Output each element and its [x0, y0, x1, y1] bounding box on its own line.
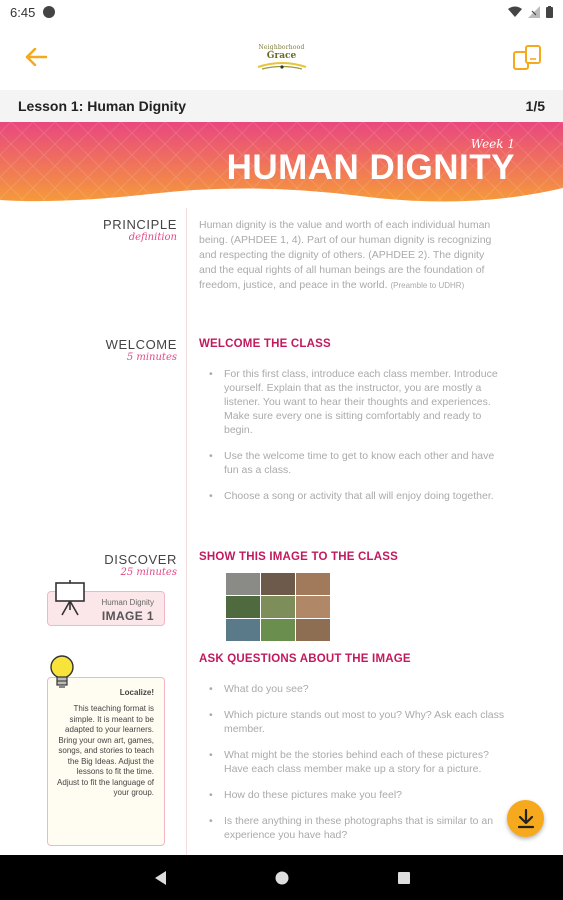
discover-sublabel: 25 minutes — [120, 567, 177, 578]
list-item: • What do you see? — [209, 682, 509, 696]
ask-questions-heading: ASK QUESTIONS ABOUT THE IMAGE — [199, 653, 411, 665]
lesson-header — [0, 90, 563, 122]
logo-line2: Grace — [266, 50, 297, 61]
system-navigation-bar — [0, 855, 563, 900]
app-bar — [0, 24, 563, 90]
nav-back-icon — [153, 870, 167, 886]
mosaic-photo — [261, 619, 295, 641]
list-item: • What might be the stories behind each of these pictures? Have each class member make up a story for a picture. — [209, 748, 509, 776]
welcome-sublabel: 5 minutes — [126, 352, 177, 363]
status-time: 6:45 — [10, 4, 36, 20]
principle-text: Human dignity is the value and worth of each individual human being. (APHDEE 1, 4). Part of our human dignity is recognizing and respecting the dignity of others. (APHDEE 2). The dignity and the equal rights of all human beings are the foundation of freedom, justice, and peace in the world. — [199, 219, 492, 291]
show-image-heading: SHOW THIS IMAGE TO THE CLASS — [199, 551, 398, 563]
list-item: • Choose a song or activity that all will enjoy doing together. — [209, 489, 509, 503]
principle-definition — [199, 218, 499, 293]
light-bulb-icon — [48, 654, 76, 692]
nav-recents-button[interactable] — [393, 867, 415, 889]
list-item: • Use the welcome time to get to know each other and have fun as a class. — [209, 449, 509, 477]
principle-ref: (Preamble to UDHR) — [390, 281, 465, 290]
welcome-label-block — [106, 337, 177, 363]
image-card-line2: IMAGE 1 — [101, 609, 154, 623]
mosaic-photo — [261, 573, 295, 595]
welcome-heading: WELCOME THE CLASS — [199, 338, 331, 350]
screen-rotation-icon — [512, 43, 542, 71]
nav-recents-icon — [397, 871, 411, 885]
list-item: • Is there anything in these photographs that is similar to an experience you have had? — [209, 814, 509, 842]
question-bullets — [209, 682, 509, 842]
welcome-bullets — [209, 367, 509, 503]
app-logo — [256, 44, 308, 71]
image-card-line1: Human Dignity — [101, 598, 154, 607]
banner-week: Week 1 — [470, 137, 515, 151]
list-item: • For this first class, introduce each class member. Introduce yourself. Explain that as the instructor, you are mostly a listener. You want to hear their thoughts and experiences. Make sure every one is sitting comfortably and ready to begin. — [209, 367, 509, 437]
rotate-screen-button[interactable] — [507, 37, 547, 77]
week-banner — [0, 122, 563, 208]
localize-title: Localize! — [119, 688, 154, 697]
status-bar — [0, 0, 563, 24]
mosaic-photo — [226, 619, 260, 641]
nav-home-icon — [275, 871, 289, 885]
arrow-back-icon — [25, 48, 47, 66]
principle-sublabel: definition — [128, 232, 177, 243]
localize-tip-card — [47, 677, 165, 846]
nav-home-button[interactable] — [271, 867, 293, 889]
lesson-title: Lesson 1: Human Dignity — [18, 98, 187, 114]
mosaic-photo — [296, 573, 330, 595]
localize-text: This teaching format is simple. It is meant to be adapted to your learners. Bring your own art, games, songs, and stories to teach the Big Ideas. Adjust the lessons to fit the time. Adjust to fit the language of your group. — [57, 704, 154, 797]
mosaic-photo — [261, 596, 295, 618]
discover-label-block — [104, 552, 177, 578]
mosaic-photo — [296, 596, 330, 618]
discover-label: DISCOVER — [104, 552, 177, 567]
download-icon — [517, 809, 535, 829]
download-button[interactable] — [507, 800, 544, 837]
logo-line1: Neighborhood — [258, 43, 305, 51]
principle-label-block — [103, 217, 177, 243]
logo-graphic-icon — [256, 61, 308, 71]
list-item: • How do these pictures make you feel? — [209, 788, 509, 802]
lesson-page-indicator: 1/5 — [525, 98, 545, 114]
google-notification-icon — [43, 6, 55, 18]
mosaic-photo — [226, 573, 260, 595]
battery-icon — [546, 6, 553, 18]
signal-icon — [528, 6, 540, 18]
principle-label: PRINCIPLE — [102, 217, 177, 232]
human-dignity-photo-mosaic[interactable] — [226, 573, 330, 641]
mosaic-photo — [296, 619, 330, 641]
lesson-content[interactable] — [0, 208, 563, 855]
wifi-icon — [508, 6, 522, 18]
section-divider — [186, 208, 187, 855]
status-icons — [508, 6, 553, 18]
presentation-easel-icon — [53, 580, 87, 616]
back-button[interactable] — [16, 37, 56, 77]
welcome-label: WELCOME — [105, 337, 177, 352]
list-item: • Which picture stands out most to you? Why? Ask each class member. — [209, 708, 509, 736]
mosaic-photo — [226, 596, 260, 618]
nav-back-button[interactable] — [149, 867, 171, 889]
banner-title: HUMAN DIGNITY — [226, 148, 515, 187]
